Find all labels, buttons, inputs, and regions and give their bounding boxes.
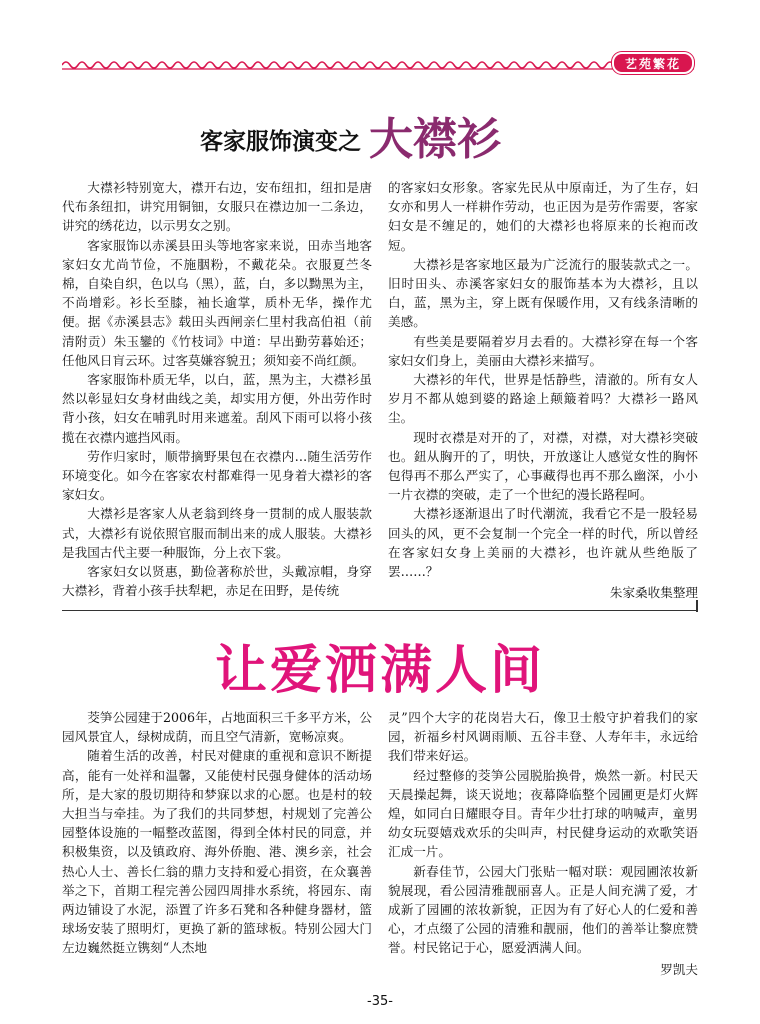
header-wave-band <box>62 56 694 72</box>
paragraph: 随着生活的改善，村民对健康的重视和意识不断提高，能有一处祥和温馨，又能使村民强身健体的活动场所，是大家的殷切期待和梦寐以求的心愿。也是村的较大担当与牵挂。为了我们的共同梦想，村规划了完善公园整体设施的一幅整改蓝图，得到全体村民的同意，并积极集资，以及镇政府、海外侨胞、港、澳乡亲，社会热心人士、善长仁翁的鼎力支持和爱心捐资，在众襄善举之下，首期工程完善公园四周排水系统，将园东、南两边铺设了水泥，添置了许多石凳和各种健身器材，篮球场安装了照明灯，更换了新的篮球板。特别公园大门左边巍然挺立镌刻“人杰地 <box>62 748 372 956</box>
article1-title-sub: 客家服饰演变之 <box>200 129 361 155</box>
paragraph: 大襟衫是客家人从老翁到终身一贯制的成人服装款式，大襟衫有说依照官服而制出来的成人服装。大襟衫是我国古代主要一种服饰，分上衣下裳。 <box>62 506 372 560</box>
article1-signature: 朱家桑收集整理 <box>609 585 698 601</box>
paragraph: 客家服饰朴质无华，以白，蓝，黑为主，大襟衫虽然以彰显妇女身材曲线之美，却实用方便，外出劳作时背小孩，妇女在哺乳时用来遮羞。刮风下雨可以将小孩揽在衣襟内遮挡风雨。 <box>62 372 372 445</box>
paragraph-continued: 的客家妇女形象。客家先民从中原南迁，为了生存，妇女亦和男人一样耕作劳动，也正因为是劳作需要，客家妇女是不缠足的，她们的大襟衫也将原来的长袍而改短。 <box>388 180 698 253</box>
section-badge: 艺苑繁花 <box>612 52 694 74</box>
section-divider <box>62 610 698 611</box>
paragraph: 新春佳节，公园大门张贴一幅对联：观园圃浓妆新貌展现，看公园清雅靓丽喜人。正是人间充满了爱，才成新了园圃的浓妆新貌，正因为有了好心人的仁爱和善心，才点缀了公园的清雅和靓丽，他们的善举让黎庶赞誉。村民铭记于心，愿爱洒满人间。 <box>388 863 698 956</box>
paragraph: 客家妇女以贤惠，勤俭著称於世，头戴凉帽，身穿大襟衫，背着小孩手扶犁耙，赤足在田野，是传统 <box>62 564 372 599</box>
paragraph: 茭笋公园建于2006年，占地面积三千多平方米，公园风景宜人，绿树成荫，而且空气清新，宽畅凉爽。 <box>62 710 372 745</box>
page-number: -35- <box>367 994 393 1009</box>
article2-left-column <box>62 708 372 958</box>
article2-right-column <box>388 708 698 979</box>
paragraph: 有些美是要隔着岁月去看的。大襟衫穿在每一个客家妇女们身上，美丽由大襟衫来描写。 <box>388 333 698 368</box>
paragraph: 大襟衫的年代，世界是恬静些，清澈的。所有女人岁月不都从媳到婆的路途上颠簸着吗？大襟衫一路风尘。 <box>388 372 698 426</box>
paragraph: 大襟衫是客家地区最为广泛流行的服装款式之一。旧时田头、赤溪客家妇女的服饰基本为大襟衫，且以白，蓝，黑为主，穿上既有保暖作用，又有线条清晰的美感。 <box>388 256 698 330</box>
article1-title <box>200 112 620 165</box>
article1-title-main: 大襟衫 <box>369 114 501 165</box>
paragraph: 经过整修的茭笋公园脱胎换骨，焕然一新。村民天天晨操起舞，谈天说地；夜幕降临整个园圃更是灯火辉煌，如同白日耀眼夺目。青年少壮打球的呐喊声，童男幼女玩耍嬉戏欢乐的尖叫声，村民健身运动的欢歌笑语汇成一片。 <box>388 767 698 860</box>
paragraph: 现时衣襟是对开的了，对襟，对襟，对大襟衫突破也。鈕从胸开的了，明快，开放遂让人感觉女性的胸怀包得再不那么严实了，心事藏得也再不那么幽深，小小一片衣襟的突破，走了一个世纪的漫长路程呵。 <box>388 429 698 503</box>
paragraph: 大襟衫逐渐退出了时代潮流，我看它不是一股轻易回头的风，更不会复制一个完全一样的时代，所以曾经在客家妇女身上美丽的大襟衫，也许就从些绝版了罢……？ <box>388 506 698 580</box>
paragraph: 大襟衫特别宽大，襟开右边，安布纽扣，纽扣是唐代布条纽扣，讲究用铜钿，女服只在襟边加一二条边，讲究的绣花边，以示男女之别。 <box>62 180 372 234</box>
article1-right-column <box>388 178 698 602</box>
paragraph: 客家服饰以赤溪县田头等地客家来说，田赤当地客家妇女尤尚节俭，不施胭粉，不戴花朵。衣服夏苎冬棉，自染自织，色以乌（黑），蓝，白，多以黝黑为主，不尚增彩。衫长至膝，袖长逾掌，质朴无华，操作尤便。据《赤溪县志》载田头西闸亲仁里村我高伯祖（前清附贡）朱玉鑾的《竹枝词》中道：早出勤劳暮始还；任他风日肓云环。过客莫嫌容貌丑；须知妾不尚红颜。 <box>62 237 372 368</box>
article1-left-column <box>62 178 372 600</box>
section-divider-end <box>696 600 698 612</box>
article2-signature: 罗凯夫 <box>660 961 698 977</box>
paragraph: 劳作归家时，顺带摘野果包在衣襟内…随生活劳作环境变化。如今在客家农村都难得一见身着大襟衫的客家妇女。 <box>62 448 372 503</box>
paragraph-continued: 灵”四个大字的花岗岩大石，像卫士般守护着我们的家园，祈福乡村风调雨顺、五谷丰登、人寿年丰，永远给我们带来好运。 <box>388 710 698 764</box>
article2-title: 让爱洒满人间 <box>214 641 545 701</box>
